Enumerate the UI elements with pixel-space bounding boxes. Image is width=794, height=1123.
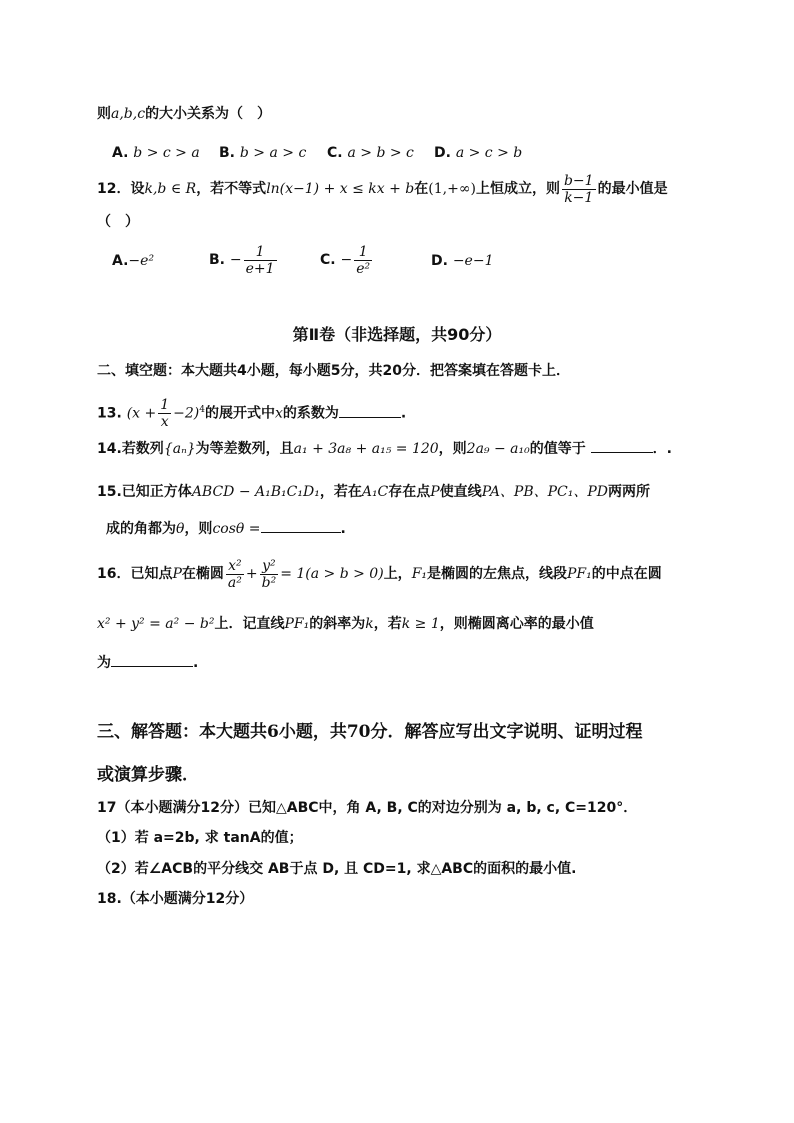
q18-stem: 18.（本小题满分12分） bbox=[97, 891, 254, 907]
q12-option-a: A.−e² bbox=[112, 253, 155, 269]
q12-fraction: $\frac{b-1}{k-1}$ bbox=[563, 172, 594, 206]
q11-option-b: B. b > a > c bbox=[219, 145, 307, 161]
q11-stem: 则a,b,c的大小关系为（ ） bbox=[97, 106, 272, 122]
section2-header: 二、填空题：本大题共4小题，每小题5分，共20分．把答案填在答题卡上． bbox=[97, 363, 570, 379]
q11-option-a: A. b > c > a bbox=[112, 145, 200, 161]
q15-answer-blank bbox=[261, 518, 341, 533]
q17-part1: （1）若 a=2b, 求 tanA的值； bbox=[97, 830, 303, 846]
section3-header-line1: 三、解答题：本大题共6小题，共70分．解答应写出文字说明、证明过程 bbox=[97, 722, 643, 742]
q15-line2: 成的角都为θ，则cosθ = . bbox=[106, 518, 346, 539]
q13-answer-blank bbox=[339, 403, 401, 418]
q16-line2: x² + y² = a² − b²上．记直线PF₁的斜率为k，若k ≥ 1，则椭圆离心率的最小值 bbox=[97, 616, 594, 632]
part2-title: 第Ⅱ卷（非选择题，共90分） bbox=[292, 325, 502, 344]
q12-option-d: D. −e−1 bbox=[431, 253, 494, 269]
q11-option-d: D. a > c > b bbox=[434, 145, 523, 161]
q17-stem: 17（本小题满分12分）已知△ABC中，角 A, B, C的对边分别为 a, b, c, C=120°． bbox=[97, 800, 638, 816]
q17-part2: （2）若∠ACB的平分线交 AB于点 D, 且 CD=1, 求△ABC的面积的最小值. bbox=[97, 861, 577, 877]
q16-answer-blank bbox=[111, 652, 193, 667]
q12-paren: （ ） bbox=[97, 214, 139, 230]
section3-header-line2: 或演算步骤． bbox=[97, 765, 199, 785]
q13: 13. (x + $\frac{1}{x}$ −2)$^4$的展开式中x的系数为 . bbox=[97, 397, 407, 431]
q16-line3: 为 . bbox=[97, 652, 198, 673]
q12-option-b: B. − $\frac{1}{e+1}$ bbox=[209, 243, 275, 277]
q15-line1: 15.已知正方体ABCD − A₁B₁C₁D₁，若在A₁C存在点P使直线PA、PB、PC₁、PD两两所 bbox=[97, 484, 651, 500]
q12-option-c: C. − $\frac{1}{\text{e²}}$ bbox=[320, 243, 371, 277]
q11-option-c: C. a > b > c bbox=[327, 145, 414, 161]
q14-answer-blank bbox=[591, 438, 653, 453]
q12-stem: 12．设k,b ∈ R，若不等式ln(x−1) + x ≤ kx + b在(1,+∞)上恒成立，则 $\frac{b-1}{k-1}$ 的最小值是 bbox=[97, 172, 668, 206]
q16-line1: 16．已知点P在椭圆 $\frac{\text{x²}}{\text{a²}}$ + $\frac{\text{y²}}{\text{b²}}$ = 1(a > b > 0)上，F₁是椭圆的左焦点，线段PF₁的中点在圆 bbox=[97, 557, 662, 591]
q14: 14.若数列{aₙ}为等差数列，且a₁ + 3a₈ + a₁₅ = 120，则2a₉ − a₁₀的值等于 ．. bbox=[97, 438, 672, 459]
